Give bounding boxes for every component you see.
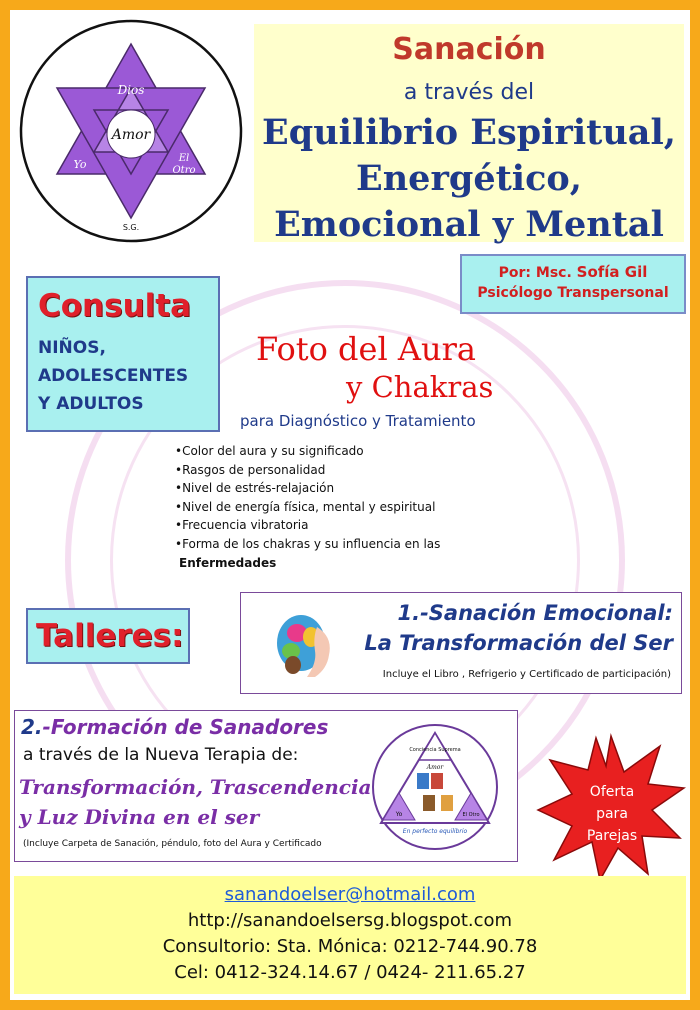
taller-2-line-2: a través de la Nueva Terapia de:: [23, 745, 299, 765]
taller-2-includes: (Incluye Carpeta de Sanación, péndulo, foto del Aura y Certificado: [23, 839, 322, 849]
talleres-box: [26, 608, 190, 664]
author-box: [460, 254, 686, 314]
logo-word-dios: Dios: [117, 83, 145, 97]
list-item: •Nivel de estrés-relajación: [175, 481, 335, 496]
list-item: •Rasgos de personalidad: [175, 462, 326, 477]
taller-1-includes: Incluye el Libro , Refrigerio y Certificado de participación): [382, 669, 671, 680]
aura-title: Foto del Aura: [256, 330, 476, 368]
offer-starburst: [536, 732, 686, 882]
title-sanacion: Sanación: [392, 32, 546, 67]
title-equilibrio: Equilibrio Espiritual,: [262, 112, 676, 153]
title-energetico: Energético,: [356, 158, 582, 199]
logo-word-amor: Amor: [111, 127, 151, 143]
taller-1-box: [240, 592, 682, 694]
taller-2-line-4: y Luz Divina en el ser: [19, 805, 260, 829]
bullet-enfermedades: Enfermedades: [179, 556, 277, 570]
taller-2-box: [14, 710, 518, 862]
chakras-title: y Chakras: [346, 370, 494, 404]
contact-office-phone: Consultorio: Sta. Mónica: 0212-744.90.78: [162, 936, 538, 957]
contact-email-link[interactable]: sanandoelser@hotmail.com: [224, 884, 476, 905]
logo-word-yo: Yo: [73, 158, 87, 171]
consulta-line-adolescentes: ADOLESCENTES: [38, 366, 189, 386]
offer-line-3: Parejas: [586, 828, 638, 844]
contact-box: [14, 876, 686, 994]
taller-1-title: [397, 601, 673, 625]
offer-line-2: para: [596, 806, 628, 822]
consulta-box: [26, 276, 220, 432]
title-a-traves: a través del: [403, 80, 535, 105]
triangle-word-amor: Amor: [426, 764, 444, 771]
list-item: •Forma de los chakras y su influencia en las: [175, 536, 441, 551]
list-item: •Color del aura y su significado: [175, 444, 364, 458]
author-role: Psicólogo Transpersonal: [477, 285, 669, 301]
talleres-title: Talleres:: [36, 618, 184, 654]
taller-2-number: 2.: [21, 715, 43, 739]
taller-2-title: [21, 715, 328, 739]
aura-subtitle: para Diagnóstico y Tratamiento: [240, 412, 476, 430]
triangle-word-el-otro: El Otro: [462, 812, 480, 818]
taller-1-number: 1.-: [397, 601, 429, 625]
taller-1-name: Sanación Emocional:: [428, 601, 673, 625]
author-name: Sofía Gil: [576, 263, 648, 281]
triangle-word-yo: Yo: [395, 811, 403, 818]
logo-signature: S.G.: [122, 223, 140, 232]
consulta-line-adultos: Y ADULTOS: [38, 394, 144, 414]
face-illustration-image: [267, 607, 345, 685]
list-item: •Nivel de energía física, mental y espiritual: [175, 499, 436, 514]
logo-word-otro: Otro: [172, 165, 196, 176]
logo-word-el: El: [178, 153, 190, 164]
consulta-title: Consulta: [38, 288, 192, 324]
author-prefix: Por: Msc.: [498, 265, 572, 281]
flyer-content: [10, 10, 690, 1000]
title-emocional: Emocional y Mental: [274, 204, 664, 245]
contact-cell-phones: Cel: 0412-324.14.67 / 0424- 211.65.27: [174, 962, 526, 983]
taller-2-line-3: Transformación, Trascendencia: [19, 775, 372, 799]
author-line: [462, 263, 684, 281]
taller-2-name: -Formación de Sanadores: [42, 715, 329, 739]
list-item: •Frecuencia vibratoria: [175, 518, 309, 533]
contact-blog-url[interactable]: http://sanandoelsersg.blogspot.com: [187, 910, 513, 931]
triangle-word-top: Conciencia Suprema: [409, 747, 461, 753]
star-of-david-logo: [16, 16, 246, 246]
consulta-line-ninos: NIÑOS,: [38, 338, 106, 358]
triangle-word-bottom: En perfecto equilibrio: [402, 828, 468, 835]
equilibrium-triangle-image: [371, 723, 499, 851]
offer-line-1: Oferta: [589, 784, 635, 800]
title-box: [254, 24, 684, 245]
taller-1-subtitle: La Transformación del Ser: [364, 631, 673, 655]
aura-bullet-list: [175, 442, 440, 554]
